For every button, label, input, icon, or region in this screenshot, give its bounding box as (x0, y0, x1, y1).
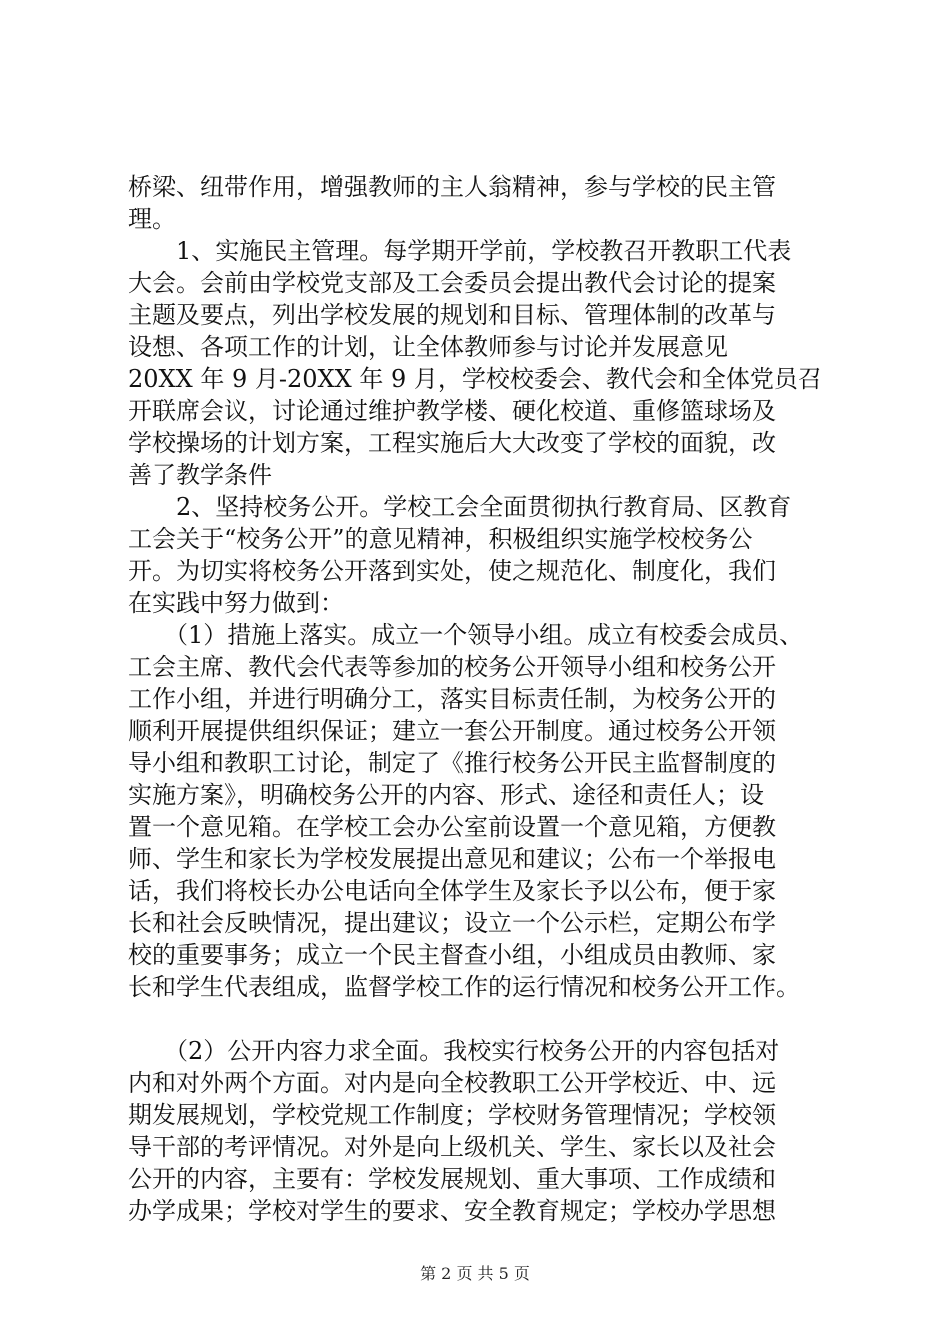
text-line: 公开的内容，主要有：学校发展规划、重大事项、工作成绩和 (128, 1165, 776, 1193)
text-line: 内和对外两个方面。对内是向全校教职工公开学校近、中、远 (128, 1069, 776, 1097)
text-line: 善了教学条件 (128, 461, 272, 489)
text-line: 主题及要点，列出学校发展的规划和目标、管理体制的改革与 (128, 301, 776, 329)
text-line: 顺利开展提供组织保证；建立一套公开制度。通过校务公开领 (128, 717, 776, 745)
text-line: 实施方案》，明确校务公开的内容、形式、途径和责任人；设 (128, 781, 764, 809)
text-line: 开联席会议，讨论通过维护教学楼、硬化校道、重修篮球场及 (128, 397, 776, 425)
text-line: 话，我们将校长办公电话向全体学生及家长予以公布，便于家 (128, 877, 776, 905)
text-line: 工作小组，并进行明确分工，落实目标责任制，为校务公开的 (128, 685, 776, 713)
text-line: 工会主席、教代会代表等参加的校务公开领导小组和校务公开 (128, 653, 776, 681)
text-line: 导干部的考评情况。对外是向上级机关、学生、家长以及社会 (128, 1133, 776, 1161)
text-line: 学校操场的计划方案，工程实施后大大改变了学校的面貌，改 (128, 429, 776, 457)
text-line: 办学成果；学校对学生的要求、安全教育规定；学校办学思想 (128, 1197, 776, 1225)
text-line: 在实践中努力做到： (128, 589, 344, 617)
text-line: 设想、各项工作的计划，让全体教师参与讨论并发展意见 (128, 333, 728, 361)
text-line: 2、坚持校务公开。学校工会全面贯彻执行教育局、区教育 (128, 493, 792, 521)
paragraph-gap (128, 1003, 828, 1035)
text-line: 开。为切实将校务公开落到实处，使之规范化、制度化，我们 (128, 557, 776, 585)
page-number-footer: 第 2 页 共 5 页 (420, 1264, 530, 1283)
text-line: 工会关于“校务公开”的意见精神，积极组织实施学校校务公 (128, 525, 753, 553)
text-line: 师、学生和家长为学校发展提出意见和建议；公布一个举报电 (128, 845, 776, 873)
text-line: 期发展规划，学校党规工作制度；学校财务管理情况；学校领 (128, 1101, 776, 1129)
text-line: （2）公开内容力求全面。我校实行校务公开的内容包括对 (128, 1037, 780, 1065)
text-line: 1、实施民主管理。每学期开学前，学校教召开教职工代表 (128, 237, 792, 265)
text-line: 20XX 年 9 月-20XX 年 9 月，学校校委会、教代会和全体党员召 (128, 365, 822, 393)
text-line: 置一个意见箱。在学校工会办公室前设置一个意见箱，方便教 (128, 813, 776, 841)
text-line: 导小组和教职工讨论，制定了《推行校务公开民主监督制度的 (128, 749, 776, 777)
document-body (128, 171, 828, 1227)
text-line: 校的重要事务；成立一个民主督查小组，小组成员由教师、家 (128, 941, 776, 969)
text-line: 大会。会前由学校党支部及工会委员会提出教代会讨论的提案 (128, 269, 776, 297)
text-line: 长和社会反映情况，提出建议；设立一个公示栏，定期公布学 (128, 909, 776, 937)
text-line: 长和学生代表组成，监督学校工作的运行情况和校务公开工作。 (128, 973, 800, 1001)
text-line: （1）措施上落实。成立一个领导小组。成立有校委会成员、 (128, 621, 804, 649)
text-line: 桥梁、纽带作用，增强教师的主人翁精神，参与学校的民主管 (128, 173, 776, 201)
text-line: 理。 (128, 205, 176, 233)
